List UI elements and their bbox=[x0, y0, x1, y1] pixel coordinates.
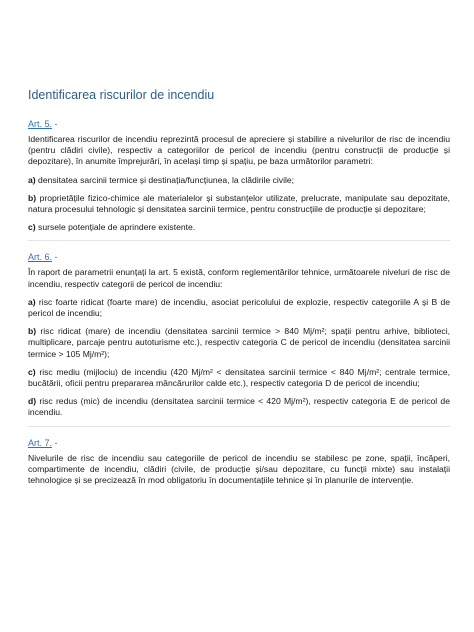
article-6-item-a: a) risc foarte ridicat (foarte mare) de incendiu, asociat pericolului de explozie, respectiv categoriile A și B de pericol de incendiu; bbox=[28, 296, 450, 319]
article-5-item-b: b) proprietățile fizico-chimice ale materialelor și substanțelor utilizate, prelucrate, manipulate sau depozitate, natura procesului tehnologic și densitatea sarcinii termice, pentru construcțiile de producție și depozitare; bbox=[28, 192, 450, 215]
document-title: Identificarea riscurilor de incendiu bbox=[28, 88, 215, 102]
article-5 bbox=[28, 114, 450, 233]
article-6-link[interactable]: Art. 6. - bbox=[28, 252, 58, 263]
article-7 bbox=[28, 433, 450, 487]
article-6 bbox=[28, 247, 450, 418]
article-5-intro: Identificarea riscurilor de incendiu reprezintă procesul de apreciere și stabilire a nivelurilor de risc de incendiu (pentru clădiri civile), respectiv a categoriilor de pericol de incendiu (pentru construcții de producție și depozitare), în anumite împrejurări, în același timp și spațiu, pe baza următorilor parametri: bbox=[28, 134, 450, 167]
article-6-intro: În raport de parametrii enunțați la art. 5 există, conform reglementărilor tehnice, următoarele niveluri de risc de incendiu, respectiv categorii de pericol de incendiu: bbox=[28, 267, 450, 289]
article-5-link[interactable]: Art. 5. - bbox=[28, 119, 58, 129]
article-5-item-c: c) sursele potențiale de aprindere existente. bbox=[28, 222, 196, 233]
article-6-item-b: b) risc ridicat (mare) de incendiu (densitatea sarcinii termice > 840 Mj/m²; spații pentru arhive, biblioteci, multiplicare, parcaje pentru autoturisme etc.), respectiv categoria C de pericol de incendiu (densitatea sarcinii termice > 105 Mj/m²); bbox=[28, 326, 450, 359]
article-7-intro: Nivelurile de risc de incendiu sau categoriile de pericol de incendiu se stabilesc pe zone, spații, încăperi, compartimente de incendiu, clădiri (civile, de producție și/sau depozitare, cu funcții mixte) sau instalații tehnologice și se precizează în mod obligatoriu în documentațiile tehnice și în planurile de intervenție. bbox=[28, 452, 450, 486]
section-divider bbox=[28, 240, 450, 241]
article-7-link[interactable]: Art. 7. - bbox=[28, 437, 58, 448]
section-divider bbox=[28, 426, 450, 427]
article-5-item-a: a) densitatea sarcinii termice și destinația/funcțiunea, la clădirile civile; bbox=[28, 174, 295, 185]
article-6-item-d: d) risc redus (mic) de incendiu (densitatea sarcinii termice < 420 Mj/m²), respectiv categoria E de pericol de incendiu. bbox=[28, 396, 450, 418]
article-6-item-c: c) risc mediu (mijlociu) de incendiu (420 Mj/m² < densitatea sarcinii termice < 840 Mj/m²; centrale termice, bucătării, oficii pentru prepararea mâncărurilor calde etc.), respectiv categoria D de pericol de incendiu; bbox=[28, 366, 450, 389]
